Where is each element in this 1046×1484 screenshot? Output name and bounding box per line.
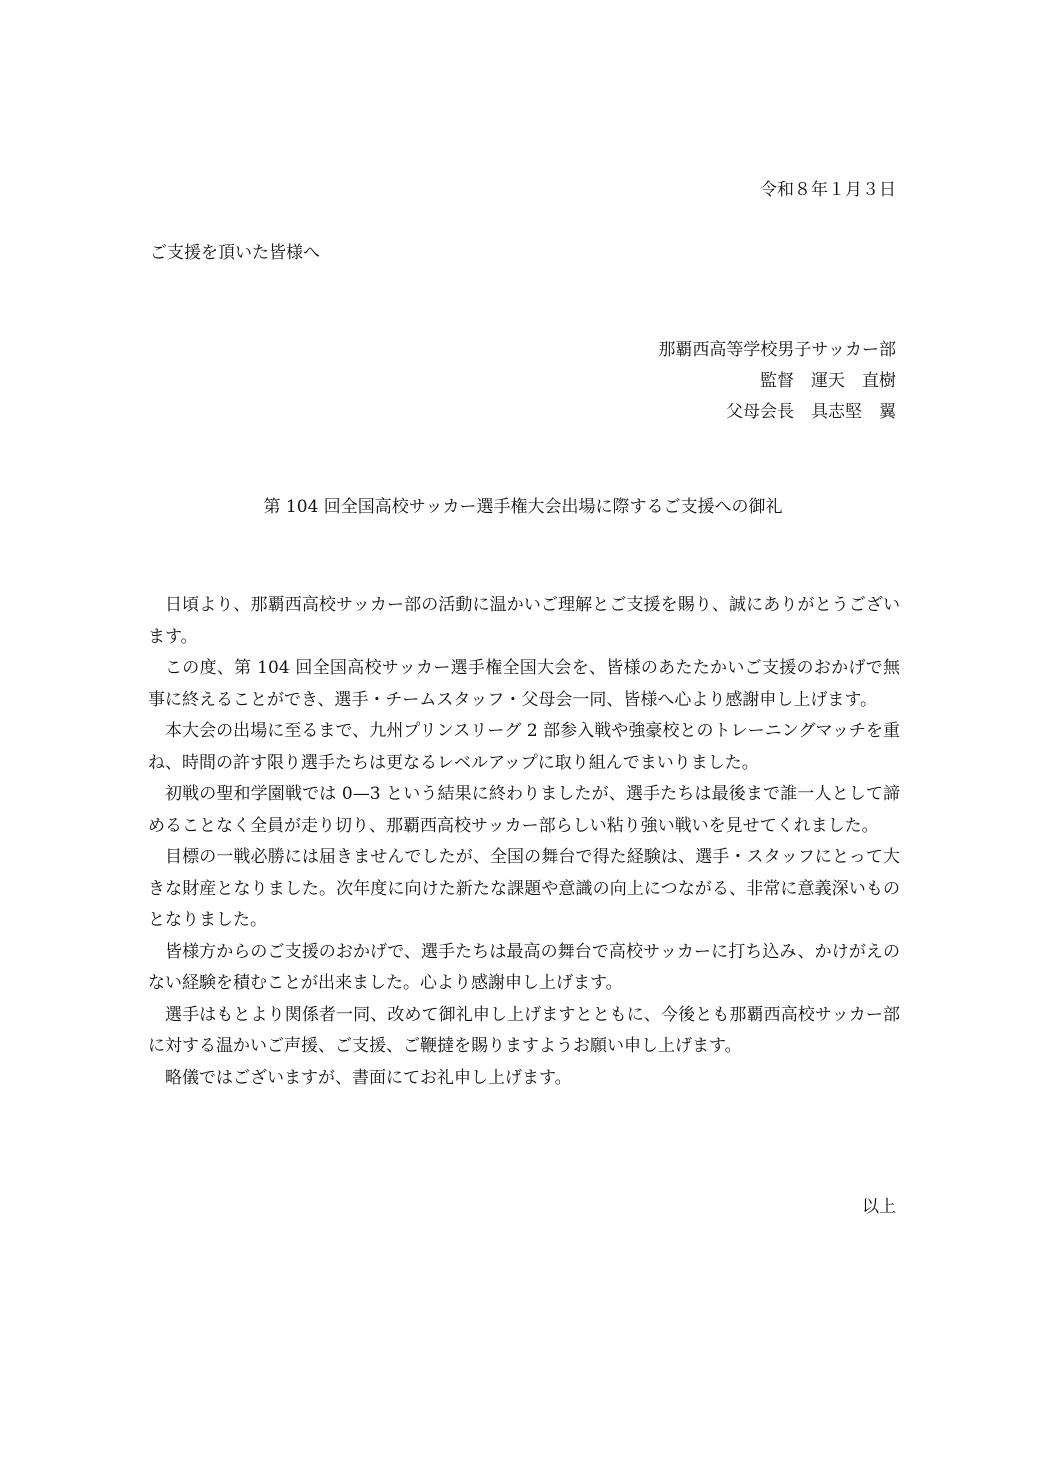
body-paragraph: 略儀ではございますが、書面にてお礼申し上げます。 [165,1067,572,1088]
body-paragraph: この度、第 104 回全国高校サッカー選手権全国大会を、皆様のあたたかいご支援のおかげで無事に終えることができ、選手・チームスタッフ・父母会一同、皆様へ心より感謝申し上げます。 [148,658,900,710]
letter-body [148,590,900,1094]
body-paragraph: 選手はもとより関係者一同、改めて御礼申し上げますとともに、今後とも那覇西高校サッカー部に対する温かいご声援、ご支援、ご鞭撻を賜りますようお願い申し上げます。 [148,1004,900,1056]
letter-date: 令和８年１月３日 [760,180,896,200]
sender-parents-chair: 父母会長 具志堅 翼 [726,402,896,422]
sender-block [658,335,896,428]
body-paragraph: 初戦の聖和学園戦では 0—3 という結果に終わりましたが、選手たちは最後まで誰一人として諦めることなく全員が走り切り、那覇西高校サッカー部らしい粘り強い戦いを見せてくれました。 [148,784,900,836]
letter-subject: 第 104 回全国高校サッカー選手権大会出場に際するご支援への御礼 [263,497,783,517]
body-paragraph: 皆様方からのご支援のおかげで、選手たちは最高の舞台で高校サッカーに打ち込み、かけがえのない経験を積むことが出来ました。心より感謝申し上げます。 [148,941,900,993]
body-paragraph: 日頃より、那覇西高校サッカー部の活動に温かいご理解とご支援を賜り、誠にありがとうございます。 [148,595,900,647]
body-paragraph: 目標の一戦必勝には届きませんでしたが、全国の舞台で得た経験は、選手・スタッフにとって大きな財産となりました。次年度に向けた新たな課題や意識の向上につながる、非常に意義深いものとなりました。 [148,847,900,930]
sender-coach: 監督 運天 直樹 [760,371,896,391]
addressee: ご支援を頂いた皆様へ [150,243,320,263]
sender-organization: 那覇西高等学校男子サッカー部 [658,340,896,360]
body-paragraph: 本大会の出場に至るまで、九州プリンスリーグ 2 部参入戦や強豪校とのトレーニングマッチを重ね、時間の許す限り選手たちは更なるレベルアップに取り組んでまいりました。 [148,721,900,773]
closing-mark: 以上 [862,1197,896,1217]
